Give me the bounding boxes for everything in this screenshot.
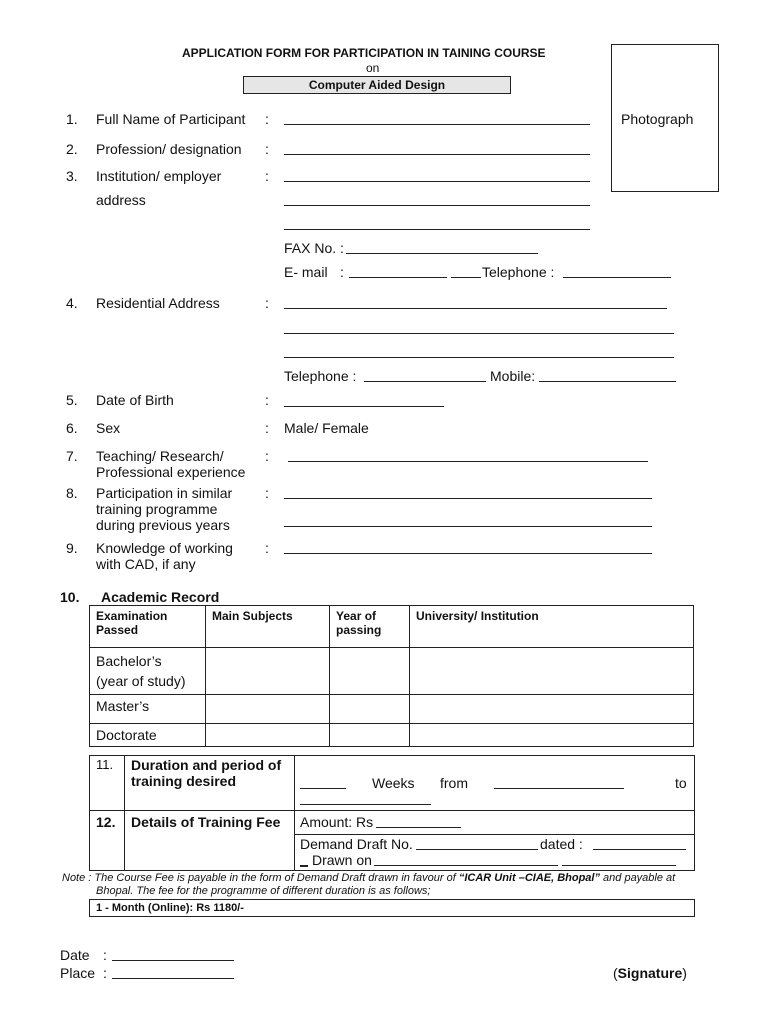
weeks-label: Weeks xyxy=(372,775,415,791)
masters-year-cell[interactable] xyxy=(330,695,410,724)
date-label: Date xyxy=(60,947,90,963)
fee-schedule-item: 1 - Month (Online): Rs 1180/- xyxy=(96,902,244,914)
date-field[interactable] xyxy=(112,960,234,961)
participation-label: Participation in similar xyxy=(96,485,233,501)
profession-field[interactable] xyxy=(284,154,590,155)
drawn-on-field[interactable] xyxy=(374,865,558,866)
photograph-label: Photograph xyxy=(621,111,694,127)
sex-label: Sex xyxy=(96,420,121,436)
cad-knowledge-label: Knowledge of working xyxy=(96,540,233,556)
field-7-number: 7. xyxy=(66,448,78,464)
masters-university-cell[interactable] xyxy=(410,695,694,724)
field-7-colon: : xyxy=(265,448,269,464)
institution-address-label: address xyxy=(96,192,146,208)
sex-options[interactable]: Male/ Female xyxy=(284,420,369,436)
to-date-field[interactable] xyxy=(300,804,431,805)
fee-note-line-1 xyxy=(62,872,675,884)
date-of-birth-label: Date of Birth xyxy=(96,392,174,408)
signature-label[interactable] xyxy=(613,965,687,981)
experience-label-line-2: Professional experience xyxy=(96,464,246,480)
table-row xyxy=(90,648,694,695)
header-university-institution: University/ Institution xyxy=(410,606,694,648)
academic-record-number: 10. xyxy=(60,589,80,605)
fee-note-payee: “ICAR Unit –CIAE, Bhopal” xyxy=(458,872,600,884)
masters-subjects-cell[interactable] xyxy=(206,695,330,724)
residential-address-line-2[interactable] xyxy=(284,333,674,334)
demand-draft-label: Demand Draft No. xyxy=(300,836,413,852)
date-colon: : xyxy=(103,947,107,963)
bachelors-cell xyxy=(90,648,206,695)
training-row-divider xyxy=(89,810,694,811)
to-label: to xyxy=(675,775,687,791)
academic-record-table xyxy=(89,605,694,747)
header-year-of-passing: Year of passing xyxy=(330,606,410,648)
participation-label-line-2: training programme xyxy=(96,501,218,517)
from-label: from xyxy=(440,775,468,791)
amount-field[interactable] xyxy=(376,827,461,828)
participation-field-line-1[interactable] xyxy=(284,498,652,499)
year-of-study-label: (year of study) xyxy=(96,673,186,689)
field-5-colon: : xyxy=(265,392,269,408)
institution-telephone-label: Telephone : xyxy=(482,264,555,280)
header-examination-passed: Examination Passed xyxy=(90,606,206,648)
bachelors-label: Bachelor’s xyxy=(96,653,162,669)
signature-text: Signature xyxy=(617,965,683,981)
drawn-on-label: Drawn on xyxy=(312,852,372,868)
field-6-number: 6. xyxy=(66,420,78,436)
field-4-number: 4. xyxy=(66,295,78,311)
cad-knowledge-label-line-2: with CAD, if any xyxy=(96,556,196,572)
residential-address-line-3[interactable] xyxy=(284,357,674,358)
residential-address-line-1[interactable] xyxy=(284,308,667,309)
date-of-birth-field[interactable] xyxy=(284,406,444,407)
bachelors-year-cell[interactable] xyxy=(330,648,410,695)
fee-note-line-2: Bhopal. The fee for the programme of different duration is as follows; xyxy=(96,885,431,897)
residential-telephone-field[interactable] xyxy=(364,381,486,382)
form-on-label: on xyxy=(366,61,380,75)
field-1-colon: : xyxy=(265,111,269,127)
training-divider-1 xyxy=(124,755,125,870)
experience-field[interactable] xyxy=(288,461,648,462)
institution-field-line-1[interactable] xyxy=(284,181,590,182)
cad-knowledge-field[interactable] xyxy=(284,553,652,554)
field-4-colon: : xyxy=(265,295,269,311)
table-row xyxy=(90,724,694,747)
academic-header-row xyxy=(90,606,694,648)
field-8-number: 8. xyxy=(66,485,78,501)
dated-field[interactable] xyxy=(593,849,686,850)
course-title: Computer Aided Design xyxy=(308,78,446,92)
field-9-colon: : xyxy=(265,540,269,556)
fee-note-prefix: Note : The Course Fee is payable in the form of Demand Draft drawn in favour of xyxy=(62,872,459,884)
doctorate-year-cell[interactable] xyxy=(330,724,410,747)
email-label: E- mail xyxy=(284,264,328,280)
institution-telephone-field[interactable] xyxy=(563,277,671,278)
fee-note-suffix: and payable at xyxy=(599,872,676,884)
from-date-field[interactable] xyxy=(494,788,624,789)
field-2-colon: : xyxy=(265,141,269,157)
bachelors-university-cell[interactable] xyxy=(410,648,694,695)
mobile-field[interactable] xyxy=(539,381,676,382)
duration-label: Duration and period of training desired xyxy=(131,757,282,789)
place-label: Place xyxy=(60,965,96,981)
doctorate-label: Doctorate xyxy=(90,724,206,747)
training-divider-2 xyxy=(294,755,295,870)
place-field[interactable] xyxy=(112,978,234,979)
email-colon: : xyxy=(340,264,344,280)
fax-label: FAX No. : xyxy=(284,240,344,256)
bachelors-subjects-cell[interactable] xyxy=(206,648,330,695)
field-9-number: 9. xyxy=(66,540,78,556)
training-fee-label: Details of Training Fee xyxy=(131,814,281,830)
field-3-colon: : xyxy=(265,168,269,184)
field-5-number: 5. xyxy=(66,392,78,408)
institution-field-line-2[interactable] xyxy=(284,205,590,206)
field-11-number: 11. xyxy=(96,757,114,772)
dated-label: dated : xyxy=(540,836,583,852)
profession-label: Profession/ designation xyxy=(96,141,242,157)
field-8-colon: : xyxy=(265,485,269,501)
doctorate-subjects-cell[interactable] xyxy=(206,724,330,747)
field-3-number: 3. xyxy=(66,168,78,184)
demand-draft-field[interactable] xyxy=(416,849,538,850)
drawn-on-marker xyxy=(300,865,308,867)
fax-field[interactable] xyxy=(346,253,538,254)
weeks-field[interactable] xyxy=(300,788,346,789)
academic-record-title: Academic Record xyxy=(101,589,220,605)
residential-telephone-label: Telephone : xyxy=(284,368,357,384)
experience-label: Teaching/ Research/ xyxy=(96,448,224,464)
full-name-label: Full Name of Participant xyxy=(96,111,246,127)
email-field[interactable] xyxy=(349,277,447,278)
email-field-extension[interactable] xyxy=(451,277,481,278)
form-title: APPLICATION FORM FOR PARTICIPATION IN TAINING COURSE xyxy=(182,46,546,60)
amount-label: Amount: Rs xyxy=(300,814,374,830)
place-colon: : xyxy=(103,965,107,981)
table-row xyxy=(90,695,694,724)
field-12-number: 12. xyxy=(96,814,116,830)
full-name-field[interactable] xyxy=(284,124,590,125)
drawn-on-field-extension[interactable] xyxy=(562,865,676,866)
participation-field-line-2[interactable] xyxy=(284,526,652,527)
masters-label: Master’s xyxy=(90,695,206,724)
signature-open-paren: ( xyxy=(613,965,618,981)
doctorate-university-cell[interactable] xyxy=(410,724,694,747)
participation-label-line-3: during previous years xyxy=(96,517,230,533)
institution-label: Institution/ employer xyxy=(96,168,222,184)
training-fee-divider xyxy=(294,834,694,835)
institution-field-line-3[interactable] xyxy=(284,229,590,230)
field-6-colon: : xyxy=(265,420,269,436)
signature-close-paren: ) xyxy=(682,965,687,981)
field-1-number: 1. xyxy=(66,111,78,127)
header-main-subjects: Main Subjects xyxy=(206,606,330,648)
residential-address-label: Residential Address xyxy=(96,295,220,311)
field-2-number: 2. xyxy=(66,141,78,157)
mobile-label: Mobile: xyxy=(490,368,536,384)
